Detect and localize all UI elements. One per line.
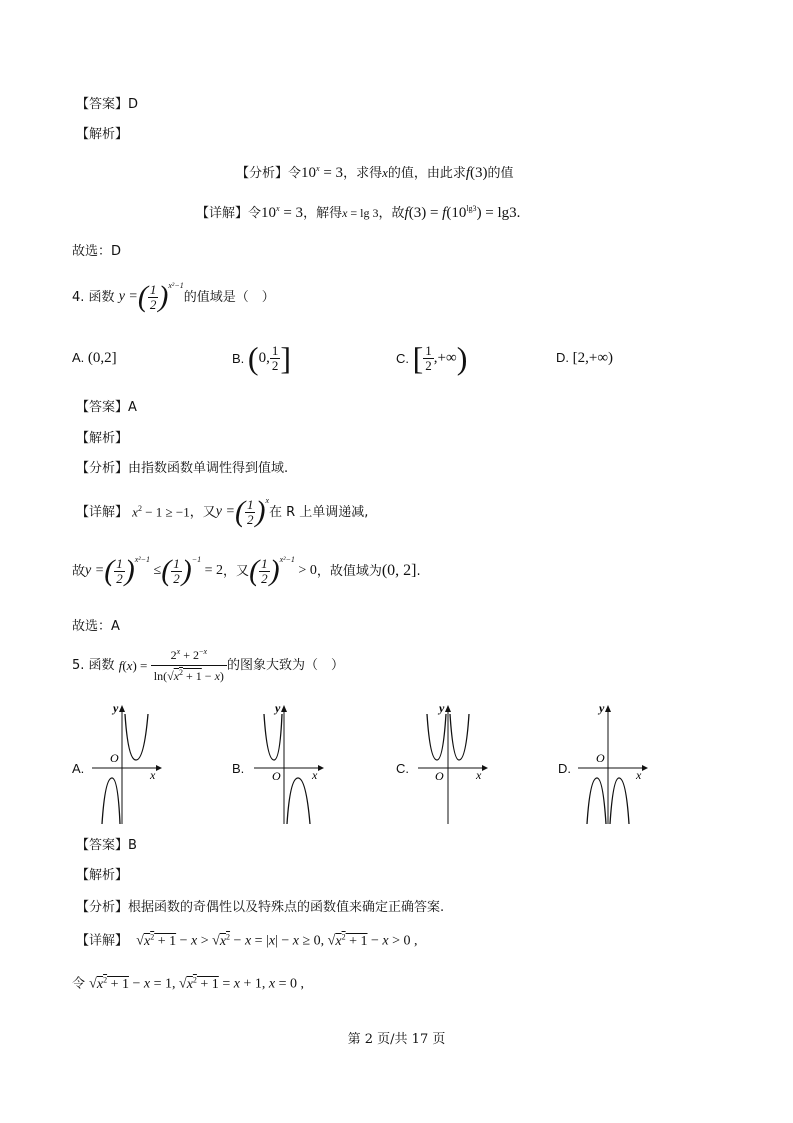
curve-left: [427, 714, 446, 760]
q5-xiangjie-line: [76, 933, 418, 949]
text: ，求得: [343, 166, 383, 181]
x-axis-label: x: [312, 768, 318, 782]
option-value: (0,2]: [87, 350, 117, 366]
q5-graph-a[interactable]: [88, 700, 163, 828]
option-value: [2,+∞): [572, 350, 614, 366]
question-number: 5.: [72, 657, 85, 673]
q4-option-b[interactable]: [232, 340, 291, 377]
text: 由指数函数单调性得到值域.: [128, 461, 289, 476]
origin-label: O: [110, 751, 119, 765]
math-expr: y = ( 1 2 ) $^{x^2-1}$: [118, 280, 184, 313]
math-expr: f(3): [465, 165, 488, 181]
text: 在 R 上单调递减,: [269, 504, 369, 520]
option-label: A.: [72, 350, 85, 365]
answer-value: B: [128, 838, 137, 853]
y-axis-arrow: [281, 705, 287, 712]
text: 故: [72, 563, 86, 579]
q4-xiangjie-line: [76, 497, 368, 527]
x-axis-label: x: [150, 768, 156, 782]
y-axis-label: y: [599, 701, 605, 715]
x-axis-arrow: [482, 765, 488, 771]
text: ，又: [223, 563, 250, 579]
text: 函数: [88, 289, 115, 305]
q5-answer-line: [76, 839, 137, 852]
x-axis-arrow: [318, 765, 324, 771]
curve-left: [587, 778, 606, 824]
q4-analysis-tag: 【解析】: [76, 431, 129, 446]
text: 令: [288, 166, 302, 181]
q4-option-c[interactable]: [396, 340, 467, 377]
math-expr: $f(3) = f(10^{lg3}) = \lg 3$.: [404, 204, 521, 221]
page-footer: 第 2 页/共 17 页: [347, 1032, 446, 1047]
math-expr: $x^2 - 1 \ge -1$: [132, 504, 190, 520]
y-axis-label: y: [275, 701, 281, 715]
y-axis-label: y: [113, 701, 119, 715]
y-axis-label: y: [439, 701, 445, 715]
q3-conclusion: 故选：D: [72, 244, 122, 259]
x-axis-arrow: [642, 765, 648, 771]
curve-right: [610, 778, 629, 824]
curve-right: [125, 714, 148, 760]
text: 函数: [88, 657, 115, 673]
math-expr: (0, 2]: [381, 562, 417, 579]
math-expr: $√x^2 + 1 - x > √x^2 - x = |x| - x \ge 0$, $√x^2 + 1 - x > 0$ ,: [136, 932, 418, 949]
option-label: C.: [396, 351, 409, 366]
fenxi-tag: 【分析】: [76, 461, 129, 476]
y-axis-arrow: [445, 705, 451, 712]
math-expr: $10^x = 3$: [261, 204, 304, 221]
fenxi-tag: 【分析】: [76, 900, 129, 915]
math-expr: y = ( 1 2 ) $^x$: [215, 495, 269, 528]
q3-xiangjie-line: [196, 205, 520, 221]
curve-right: [450, 714, 469, 760]
origin-label: O: [272, 769, 281, 783]
answer-tag: 【答案】: [76, 400, 129, 415]
q3-fenxi-line: [236, 165, 514, 181]
option-label: D.: [556, 350, 569, 365]
curve-left: [102, 778, 120, 824]
q5-stem: [72, 648, 344, 682]
answer-value: A: [128, 400, 137, 415]
x-axis-label: x: [476, 768, 482, 782]
math-expr: x: [382, 165, 388, 180]
x-axis-arrow: [156, 765, 162, 771]
fenxi-tag: 【分析】: [236, 166, 289, 181]
q5-fenxi-line: [76, 901, 444, 914]
text: 的值域是（ ）: [183, 289, 275, 305]
q4-option-a[interactable]: [72, 350, 117, 367]
text: 的值: [487, 166, 514, 181]
text: ，又: [189, 504, 216, 520]
option-value: [ 1 2 ,+∞ ): [412, 340, 468, 376]
q5-option-c-label[interactable]: C.: [396, 761, 409, 776]
q5-analysis-tag: 【解析】: [76, 868, 129, 883]
math-expr: $√x^2 + 1 - x = 1$, $√x^2 + 1 = x + 1$, x = 0 ,: [89, 975, 304, 992]
answer-tag: 【答案】: [76, 97, 129, 112]
q5-graph-d[interactable]: [574, 700, 649, 828]
xiangjie-tag: 【详解】: [76, 933, 129, 949]
x-axis-label: x: [636, 768, 642, 782]
xiangjie-tag: 【详解】: [76, 504, 129, 520]
question-number: 4.: [72, 289, 85, 305]
y-axis-arrow: [119, 705, 125, 712]
text: ，解得: [303, 206, 343, 221]
text: .: [416, 563, 421, 579]
answer-value: D: [128, 97, 139, 112]
origin-label: O: [596, 751, 605, 765]
q5-graph-c[interactable]: [414, 700, 489, 828]
q5-option-d-label[interactable]: D.: [558, 761, 571, 776]
option-label: B.: [232, 351, 245, 366]
q5-graph-b[interactable]: [250, 700, 325, 828]
text: 的值，由此求: [387, 166, 466, 181]
q4-option-d[interactable]: [556, 350, 613, 367]
text: ，故: [378, 206, 405, 221]
math-expr: ( 1 2 ) $^{x^2-1}$ > 0: [249, 554, 317, 587]
text: 令: [72, 976, 86, 992]
text: 的图象大致为（ ）: [227, 657, 345, 673]
xiangjie-tag: 【详解】: [196, 206, 249, 221]
q4-xiangjie-line2: [72, 556, 421, 586]
curve-left: [264, 714, 282, 760]
q4-answer-line: [76, 401, 137, 414]
origin-label: O: [435, 769, 444, 783]
curve-right: [287, 778, 310, 824]
math-expr: $10^x = 3$: [301, 164, 344, 181]
text: ，故值域为: [316, 563, 382, 579]
q5-xiangjie-line2: [72, 976, 304, 992]
answer-tag: 【答案】: [76, 838, 129, 853]
q4-stem: [72, 282, 275, 312]
y-axis-arrow: [605, 705, 611, 712]
q4-fenxi-line: [76, 462, 288, 475]
q3-answer-line: [76, 98, 138, 111]
math-expr: f ( x ) = $2^x + 2^{-x}$ $\ln(√x^2 + 1 - x)$: [119, 648, 227, 682]
text: 令: [248, 206, 262, 221]
option-value: ( 0, 1 2 ]: [247, 340, 291, 376]
q3-analysis-tag: 【解析】: [76, 127, 129, 142]
q4-conclusion: 故选：A: [72, 619, 120, 634]
text: 根据函数的奇偶性以及特殊点的函数值来确定正确答案.: [128, 900, 445, 915]
math-expr: y = ( 1 2 ) $^{x^2-1}$ ≤ ( 1 2 ) $^{-1}$ = 2: [85, 554, 224, 587]
math-expr: x = lg 3: [342, 206, 379, 220]
q5-option-b-label[interactable]: B.: [232, 761, 245, 776]
q5-option-a-label[interactable]: A.: [72, 761, 85, 776]
